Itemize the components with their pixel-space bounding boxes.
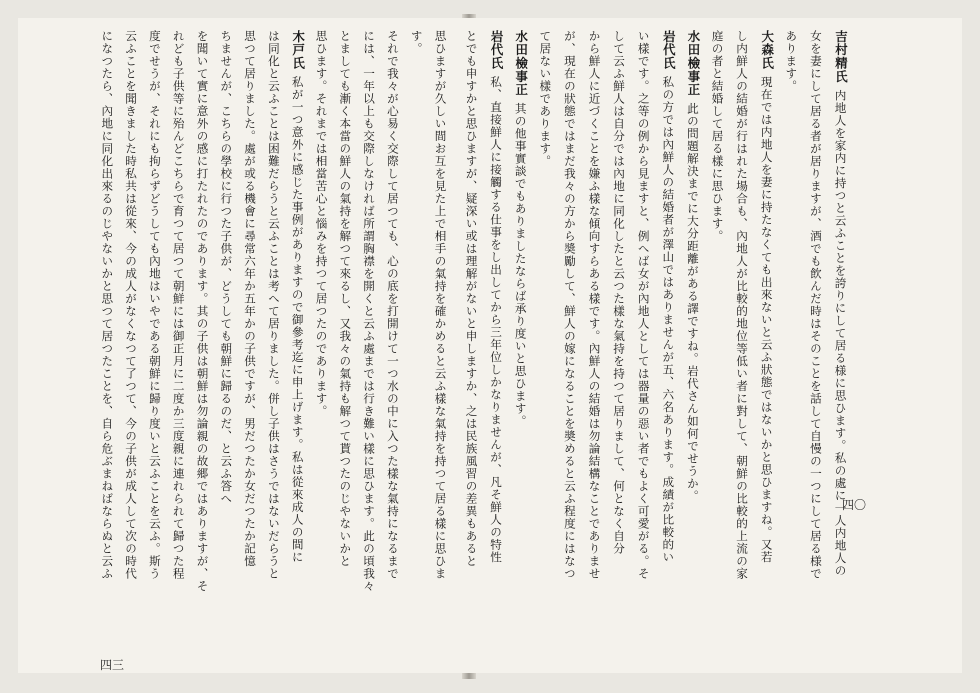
- column-text: になつたら、內地に同化出來るのじやないかと思つて居つたことを、自ら危ぶまねばならぬと云ふ: [100, 30, 115, 580]
- text-column: [463, 30, 480, 590]
- column-text: とましても漸く本當の鮮人の氣持を解つて來るし、又我々の氣持も解つて貰つたのじやないかと: [338, 30, 353, 568]
- text-column: [361, 30, 378, 593]
- column-text: 庭の者と結婚して居る樣に思ひます。: [710, 30, 725, 243]
- text-column: [218, 30, 235, 590]
- text-column: [660, 30, 677, 590]
- text-column: [194, 30, 211, 593]
- text-column: [709, 30, 726, 590]
- text-column: [313, 30, 330, 590]
- page-number-left: 四三: [100, 658, 125, 672]
- column-text: 思ひます。それまでは相當苦心と惱みを持つて居つたのであります。: [314, 30, 329, 418]
- text-column: [611, 30, 628, 590]
- text-column: [146, 30, 163, 590]
- text-column: [635, 30, 652, 590]
- text-column: [289, 30, 306, 590]
- column-text: には、一年以上も交際しなければ所謂胸襟を開くと云ふ處までは行き難い樣に思ひます。此の頃我々: [362, 30, 377, 593]
- text-column: [586, 30, 603, 590]
- column-text: とでも申すかと思ひますが、疑深い或は理解がないと申しますか、之は民族風習の差異もあると: [464, 30, 479, 568]
- text-column: [123, 30, 140, 590]
- text-column: [537, 30, 554, 590]
- column-text: 女を妻にして居る者が居りますが、酒でも飲んだ時はそのことを話して自慢の一つにして居る様で: [808, 30, 823, 580]
- text-column: [488, 30, 505, 590]
- speaker-name: 水田檢事正: [685, 30, 701, 97]
- column-text: は同化と云ふことは困難だらうと云ふことは考へて居りました。併し子供はさうではないだらうと: [266, 30, 281, 580]
- speaker-name: 木戸氏: [290, 30, 306, 70]
- column-text: 思ひますが久しい間お互を見た上で相手の氣持を確かめると云ふ樣な氣持を持つて居る樣に思ひま: [433, 30, 448, 580]
- text-column: [561, 30, 578, 590]
- text-column: [783, 30, 800, 590]
- text-column: [99, 30, 116, 590]
- text-column: [807, 30, 824, 590]
- text-column: [384, 30, 401, 590]
- column-text: あります。: [784, 30, 799, 93]
- text-column: [170, 30, 187, 590]
- column-text: 其の他事實談でもありましたならば承り度いと思ひます。: [513, 102, 528, 428]
- speaker-name: 吉村精氏: [833, 30, 849, 84]
- column-text: し内鮮人の結婚が行はれた場合も、內地人が比較的地位等低い者に對して、朝鮮の比較的上流の家: [735, 30, 750, 580]
- column-text: い樣です。之等の例から見ますと、例へば女が內地人としては器量の惡い者でもよく可愛がる。そ: [636, 30, 651, 580]
- text-column: [512, 30, 529, 590]
- column-text: 私の方では內鮮人の結婚者が澤山ではありませんが五、六名あります。成績が比較的い: [661, 75, 676, 564]
- column-text: 私が一つ意外に感じた事例がありますので御參考迄に申上げます。私は從來成人の間に: [290, 75, 305, 564]
- column-text: が、現在の狀態ではまだ我々の方から奬勵して、鮮人の嫁になることを奬めると云ふ程度にはなつ: [562, 30, 577, 580]
- column-text: から鮮人に近づくことを嫌ふ樣な傾向すらある樣です。內鮮人の結婚は勿論結構なことでありませ: [587, 30, 602, 580]
- column-text: 度でせうが、それにも拘らずどうしても內地はいやである朝鮮に歸り度いと云ふことを云ふ。斯う: [147, 30, 162, 580]
- text-column: [432, 30, 449, 590]
- text-column: [758, 30, 775, 590]
- text-column: [734, 30, 751, 590]
- column-text: れども子供等に殆んどこちらで育つて居つて朝鮮には御正月に二度か三度親に連れられて歸つた程: [171, 30, 186, 580]
- column-text: 此の問題解決までに大分距離がある譯ですね。岩代さん如何でせうか。: [685, 102, 700, 503]
- text-column: [408, 30, 425, 590]
- text-column: [242, 30, 259, 590]
- column-text: それで我々が心易く交際して居つても、心の底を打開けて一つ水の中に入つた樣な氣持になるまで: [385, 30, 400, 580]
- column-text: を聞いて實に意外の感に打たれたのであります。其の子供は朝鮮は勿論親の故郷ではありますが、そ: [195, 30, 210, 593]
- page-number-right: 四〇: [842, 498, 867, 512]
- column-text: 現在では内地人を妻に持たなくても出來ないと云ふ狀態ではないかと思ひますね。又若: [759, 75, 774, 564]
- column-text: 私、直接鮮人に接觸する仕事をし出してから三年位しかなりませんが、凡そ鮮人の特性: [489, 75, 504, 564]
- column-text: 云ふことを聞きました時私共は從來、今の成人がなくなつて了つて、今の子供が成人して次の時代: [124, 30, 139, 580]
- speaker-name: 大森氏: [759, 30, 775, 70]
- column-text: して云ふ鮮人は自分では內地に同化したと云つた樣な氣持を持つて居りまして、何となく自分: [612, 30, 627, 555]
- column-text: 内地人を家内に持つと云ふことを誇りにして居る様に思ひます。私の處に一人内地人の: [833, 89, 848, 577]
- speaker-name: 岩代氏: [661, 30, 677, 70]
- text-column: [265, 30, 282, 590]
- text-column: [684, 30, 701, 590]
- column-text: ちませんが、こちらの學校に行つた子供が、どうしても朝鮮に歸るのだ、と云ふ答へ: [219, 30, 234, 505]
- column-text: 思つて居りました。處が或る機會に尋常六年か五年かの子供ですが、男だつたか女だつたか記憶: [243, 30, 258, 568]
- column-text: す。: [409, 30, 424, 55]
- speaker-name: 水田檢事正: [513, 30, 529, 97]
- text-column: [337, 30, 354, 590]
- speaker-name: 岩代氏: [489, 30, 505, 70]
- column-text: て居ない樣であります。: [538, 30, 553, 168]
